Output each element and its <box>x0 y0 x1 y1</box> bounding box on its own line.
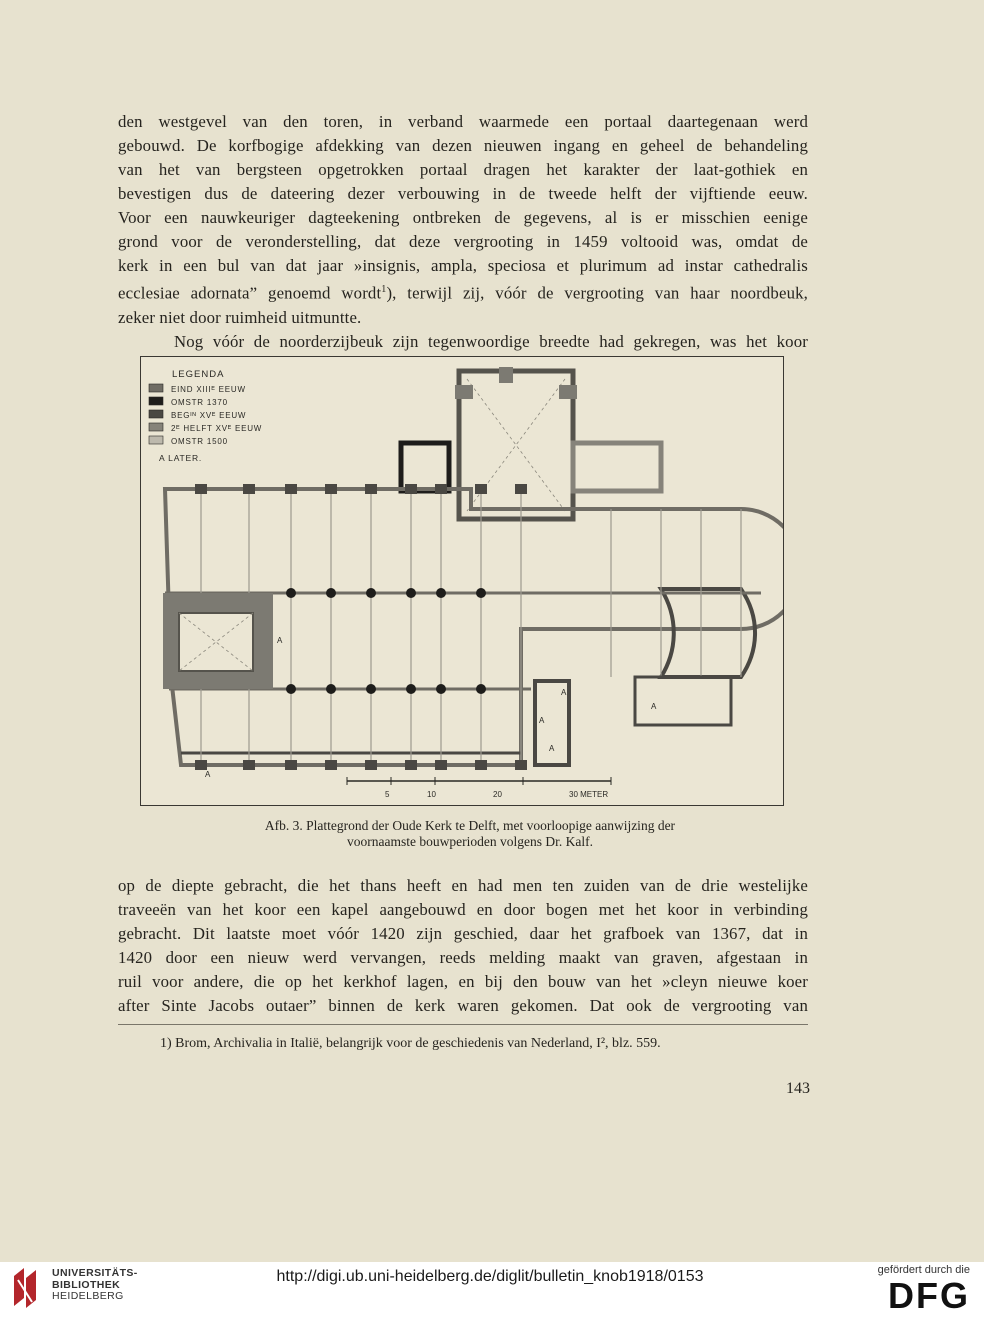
top-paragraph <box>118 110 808 354</box>
pier <box>436 684 446 694</box>
tower-buttress <box>499 367 513 383</box>
buttress <box>243 484 255 494</box>
floor-plan-figure <box>140 356 784 806</box>
scale-label: 20 <box>493 790 502 799</box>
legend-swatch <box>149 436 163 444</box>
text-line: van het van bergsteen opgetrokken portaal dragen het karakter der laat-gothiek en <box>118 160 808 179</box>
legend-label: OMSTR 1370 <box>171 398 228 407</box>
legend-label: BEGᴵᴺ XVᴱ EEUW <box>171 411 247 420</box>
buttress <box>325 760 337 770</box>
pier <box>476 684 486 694</box>
page-number: 143 <box>786 1080 810 1097</box>
buttress <box>405 760 417 770</box>
scale-label: 5 <box>385 790 390 799</box>
pier <box>476 588 486 598</box>
buttress <box>405 484 417 494</box>
pier <box>406 588 416 598</box>
scale-label: 10 <box>427 790 436 799</box>
tower-buttress <box>559 385 577 399</box>
text-line: grond voor de veronderstelling, dat deze vergrooting in 1459 voltooid was, omdat de <box>118 232 808 251</box>
buttress <box>475 760 487 770</box>
text-line: bevestigen dus de dateering dezer verbouwing in de tweede helft der vijftiende eeuw. <box>118 184 808 203</box>
text-line: traveeën van het koor een kapel aangebouwd en door bogen met het koor in verbinding <box>118 900 808 919</box>
buttress <box>365 484 377 494</box>
a-marker: A <box>277 636 283 645</box>
buttress <box>515 484 527 494</box>
caption-line: voornaamste bouwperioden volgens Dr. Kalf. <box>347 834 593 849</box>
legend-swatch <box>149 410 163 418</box>
a-marker: A <box>205 770 211 779</box>
text-line: kerk in een bul van dat jaar »insignis, ampla, speciosa et plurimum ad instar cathedralis <box>118 256 808 275</box>
tower-buttress <box>455 385 473 399</box>
buttress <box>365 760 377 770</box>
buttress <box>243 760 255 770</box>
text-line: gebracht. Dit laatste moet vóór 1420 zijn geschied, daar het grafboek van 1367, dat in <box>118 924 808 943</box>
legend-label: 2ᴱ HELFT XVᴱ EEUW <box>171 424 263 433</box>
buttress <box>475 484 487 494</box>
pier <box>406 684 416 694</box>
text-line: after Sinte Jacobs outaer” binnen de kerk waren gekomen. Dat ook de vergrooting van <box>118 996 808 1015</box>
buttress <box>515 760 527 770</box>
footnote: 1) Brom, Archivalia in Italië, belangrijk voor de geschiedenis van Nederland, I², blz. 559. <box>160 1036 661 1051</box>
footnote-divider <box>118 1024 808 1025</box>
buttress <box>195 760 207 770</box>
legend-later-label: A LATER. <box>159 453 203 463</box>
pier <box>436 588 446 598</box>
church-floor-plan <box>141 357 783 805</box>
text-line: Nog vóór de noorderzijbeuk zijn tegenwoordige breedte had gekregen, was het koor <box>174 331 808 351</box>
chapel-outline <box>401 443 449 491</box>
text-line-part: ), terwijl zij, vóór de vergrooting van haar noordbeuk, <box>386 283 808 303</box>
library-name-line: UNIVERSITÄTS- <box>52 1267 138 1279</box>
text-line: op de diepte gebracht, die het thans heeft en had men ten zuiden van de drie westelijke <box>118 876 808 895</box>
buttress <box>435 484 447 494</box>
legend-label: OMSTR 1500 <box>171 437 228 446</box>
buttress <box>435 760 447 770</box>
text-line-with-footnote <box>118 278 808 306</box>
a-marker: A <box>549 744 555 753</box>
pier <box>286 588 296 598</box>
funded-by-label: gefördert durch die <box>877 1264 970 1276</box>
legend-swatch <box>149 423 163 431</box>
text-line: gebouwd. De korfbogige afdekking van dezen nieuwen ingang en geheel de behandeling <box>118 136 808 155</box>
legend-swatch <box>149 384 163 392</box>
a-marker: A <box>651 702 657 711</box>
pier <box>326 684 336 694</box>
text-line: Voor een nauwkeuriger dagteekening ontbreken de gegevens, al is er misschien eenige <box>118 208 808 227</box>
library-name[interactable] <box>52 1268 138 1303</box>
legend-title: LEGENDA <box>172 369 225 380</box>
buttress <box>285 484 297 494</box>
footnote-ref[interactable]: 1 <box>381 284 387 295</box>
bottom-paragraph <box>118 874 808 1018</box>
text-line-part: ecclesiae adornata” genoemd wordt <box>118 283 382 303</box>
buttress <box>195 484 207 494</box>
a-marker: A <box>539 716 545 725</box>
legend-swatch <box>149 397 163 405</box>
a-marker: A <box>561 688 567 697</box>
pier <box>286 684 296 694</box>
tower-outline <box>459 371 573 519</box>
text-line: den westgevel van den toren, in verband waarmede een portaal daartegenaan werd <box>118 112 808 131</box>
scale-label: 30 METER <box>569 790 609 799</box>
library-name-line: BIBLIOTHEK <box>52 1278 121 1291</box>
pier <box>366 684 376 694</box>
chapel-outline <box>573 443 661 491</box>
buttress <box>325 484 337 494</box>
pier <box>366 588 376 598</box>
text-line: 1420 door een nieuw werd vervangen, reeds melding maakt van graven, afgestaan in <box>118 948 808 967</box>
legend-label: EIND XIIIᴱ EEUW <box>171 385 246 394</box>
figure-caption <box>160 818 780 850</box>
buttress <box>285 760 297 770</box>
south-chapel-room <box>635 677 731 725</box>
dfg-logo[interactable]: DFG <box>888 1275 970 1316</box>
text-line: zeker niet door ruimheid uitmuntte. <box>118 307 362 327</box>
pier <box>326 588 336 598</box>
university-library-logo-icon[interactable] <box>10 1266 40 1310</box>
caption-line: Afb. 3. Plattegrond der Oude Kerk te Delft, met voorloopige aanwijzing der <box>264 818 676 833</box>
permalink-url[interactable]: http://digi.ub.uni-heidelberg.de/diglit/bulletin_knob1918/0153 <box>276 1268 704 1285</box>
library-name-line: HEIDELBERG <box>52 1290 124 1302</box>
text-line: ruil voor andere, die op het kerkhof lagen, en bij den bouw van het »cleyn nieuwe koer <box>118 972 808 991</box>
